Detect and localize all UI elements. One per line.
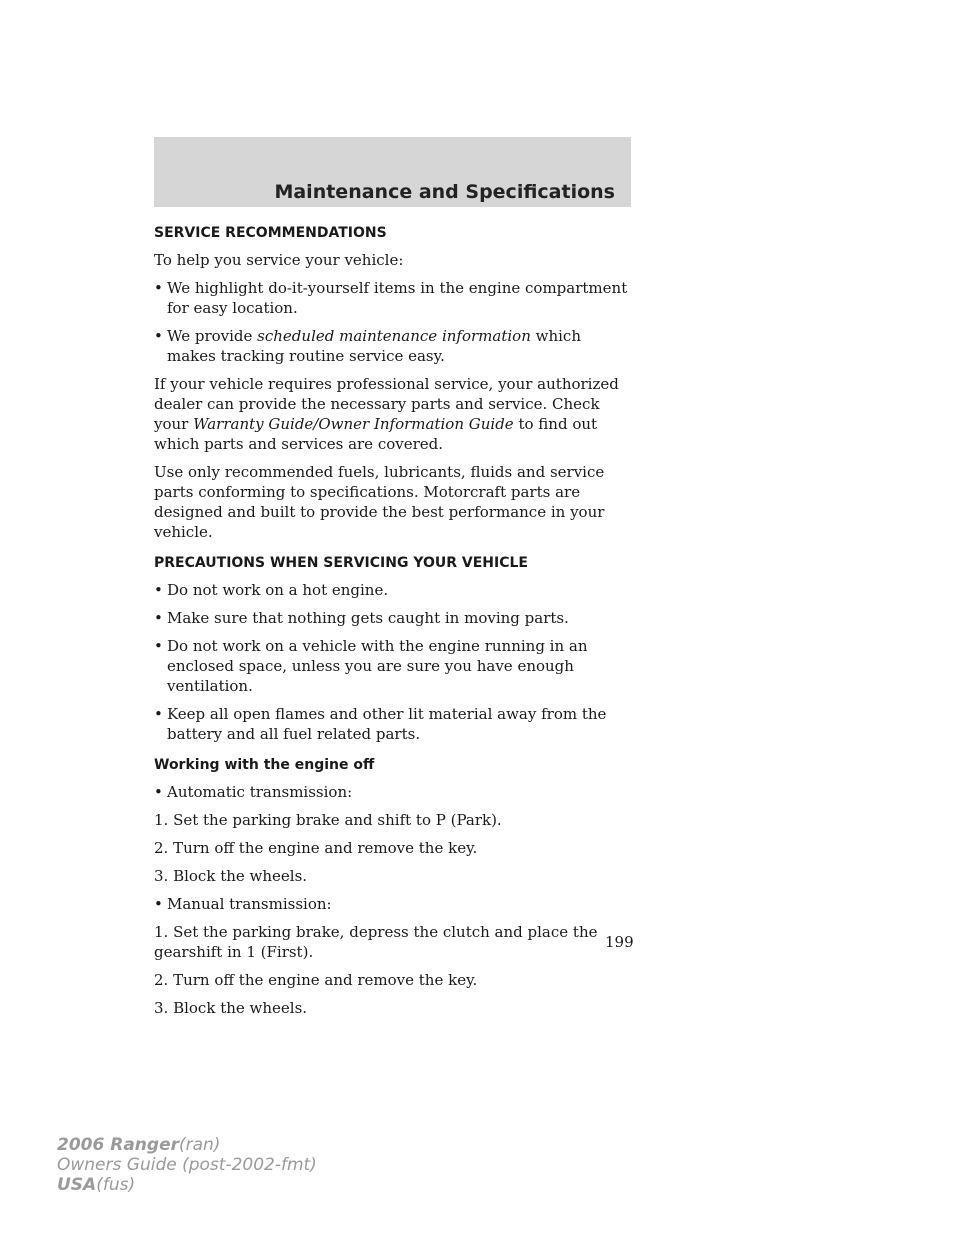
heading-precautions: PRECAUTIONS WHEN SERVICING YOUR VEHICLE — [154, 555, 528, 571]
list-item — [154, 580, 634, 600]
bullet-icon: • — [154, 637, 163, 655]
bullet-text: Automatic transmission: — [167, 783, 353, 801]
step-item: 2. Turn off the engine and remove the key. — [154, 839, 478, 857]
section-title: Maintenance and Specifications — [274, 181, 615, 203]
service-paragraph-parts: Use only recommended fuels, lubricants, fluids and service parts conforming to specifications. Motorcraft parts are designed and built to provide the best performance in your vehicle. — [154, 463, 605, 541]
section-header-band — [154, 137, 631, 207]
bullet-text: Manual transmission: — [167, 895, 332, 913]
bullet-icon: • — [154, 895, 163, 913]
list-item — [154, 608, 634, 628]
footer-market: USA — [57, 1175, 97, 1195]
bullet-text-pre: We provide — [167, 327, 258, 345]
list-item — [154, 278, 634, 318]
list-item — [154, 326, 634, 366]
footer-line-guide: Owners Guide (post-2002-fmt) — [57, 1155, 317, 1175]
bullet-icon: • — [154, 327, 163, 345]
step-item: 3. Block the wheels. — [154, 867, 308, 885]
step-item: 1. Set the parking brake and shift to P (Park). — [154, 811, 502, 829]
page-content — [154, 224, 634, 1026]
bullet-icon: • — [154, 783, 163, 801]
footer-model: 2006 Ranger — [57, 1135, 179, 1155]
page-number: 199 — [605, 933, 634, 951]
list-item — [154, 704, 634, 744]
footer-market-code: (fus) — [96, 1175, 136, 1195]
list-item — [154, 782, 634, 802]
bullet-text: Make sure that nothing gets caught in moving parts. — [167, 609, 569, 627]
step-item: 3. Block the wheels. — [154, 999, 308, 1017]
bullet-icon: • — [154, 609, 163, 627]
service-intro: To help you service your vehicle: — [154, 251, 404, 269]
bullet-text-emphasis: scheduled maintenance information — [257, 327, 531, 345]
bullet-text-post: which makes tracking routine service easy. — [167, 327, 581, 365]
bullet-text: Do not work on a vehicle with the engine running in an enclosed space, unless you are sure you have enough ventilation. — [167, 637, 588, 695]
footer-line-model — [57, 1135, 317, 1155]
step-item: 1. Set the parking brake, depress the clutch and place the gearshift in 1 (First). — [154, 923, 598, 961]
bullet-text: Do not work on a hot engine. — [167, 581, 389, 599]
list-item — [154, 894, 634, 914]
bullet-icon: • — [154, 581, 163, 599]
heading-service-recommendations: SERVICE RECOMMENDATIONS — [154, 225, 387, 241]
paragraph-text-pre: If your vehicle requires professional service, your authorized dealer can provide the necessary parts and service. Check your — [154, 375, 619, 433]
bullet-icon: • — [154, 705, 163, 723]
footer-model-code: (ran) — [178, 1135, 221, 1155]
service-paragraph-warranty — [154, 374, 634, 454]
paragraph-text-post: to find out which parts and services are covered. — [154, 415, 598, 453]
footer-line-market — [57, 1175, 317, 1195]
heading-engine-off: Working with the engine off — [154, 757, 375, 773]
bullet-text: Keep all open flames and other lit material away from the battery and all fuel related parts. — [167, 705, 607, 743]
bullet-icon: • — [154, 279, 163, 297]
list-item — [154, 636, 634, 696]
warranty-guide-reference: Warranty Guide/Owner Information Guide — [193, 415, 514, 433]
bullet-text — [167, 327, 581, 365]
step-item: 2. Turn off the engine and remove the key. — [154, 971, 478, 989]
document-footer — [57, 1135, 317, 1195]
bullet-text: We highlight do-it-yourself items in the engine compartment for easy location. — [167, 279, 628, 317]
